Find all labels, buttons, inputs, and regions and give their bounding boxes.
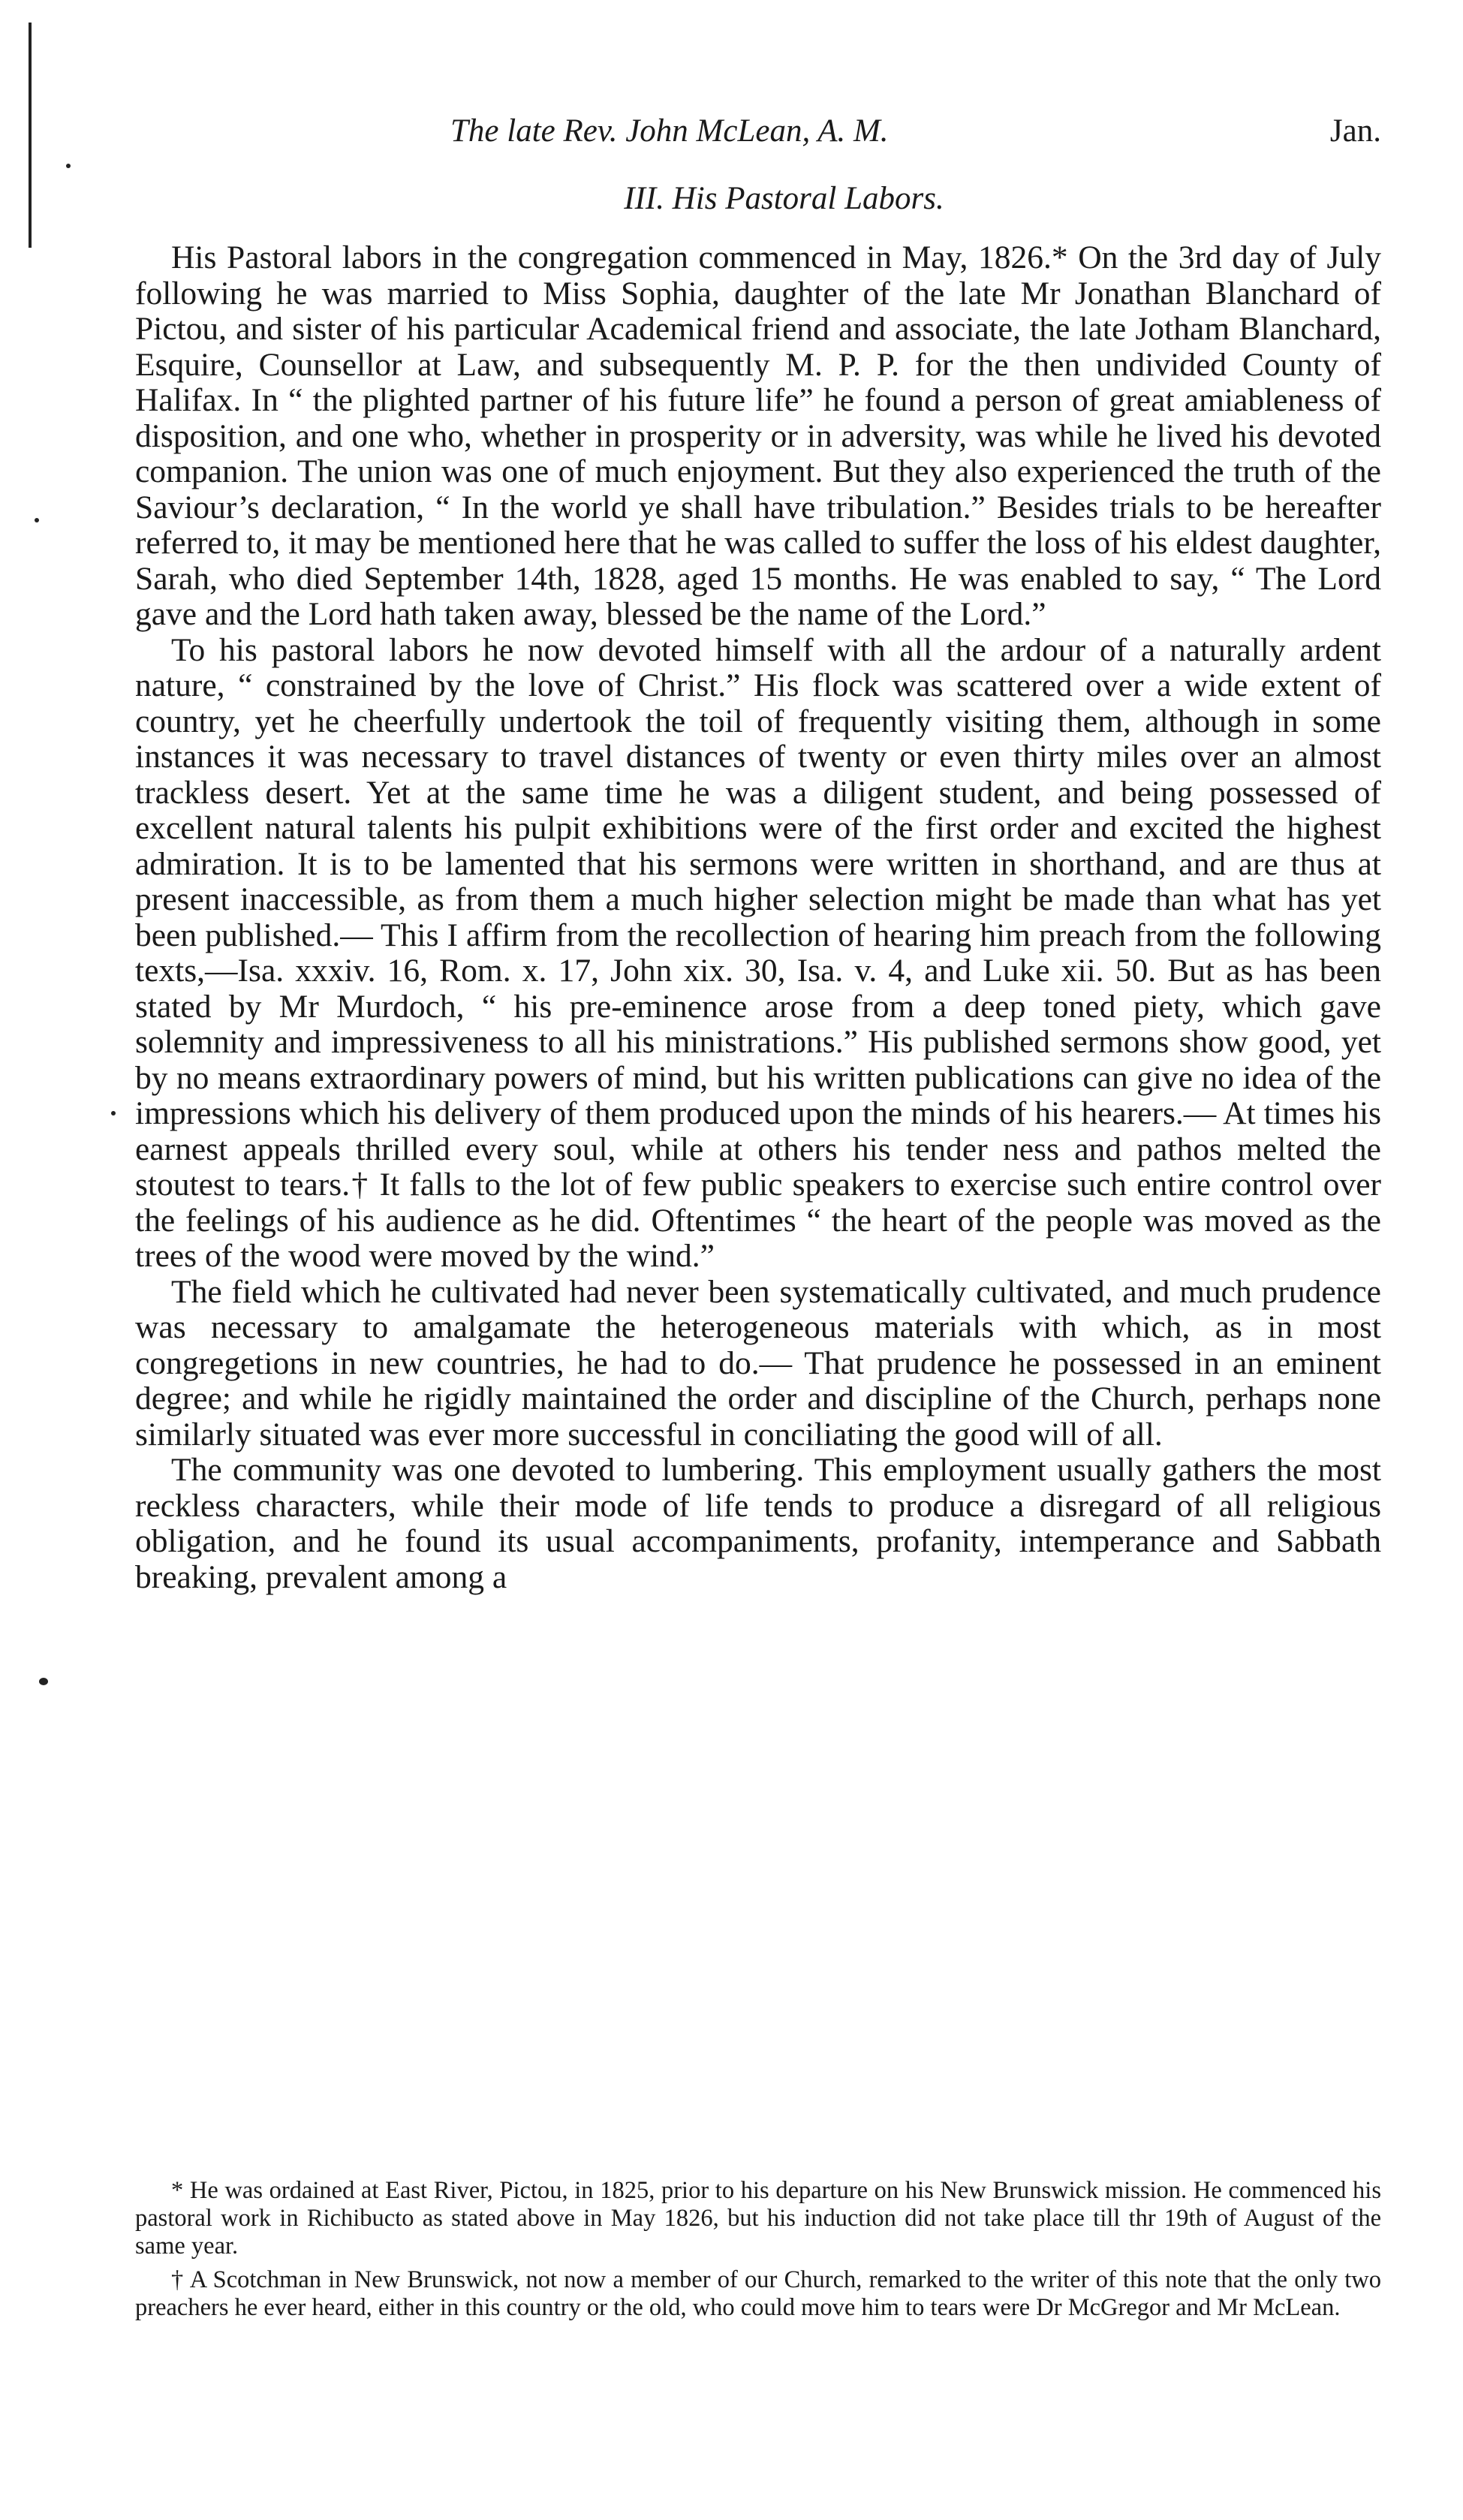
- paragraph: His Pastoral labors in the congregation commenced in May, 1826.* On the 3rd day of July following he was married to Miss Sophia, daughter of the late Mr Jonathan Blanchard of Pictou, and sister of his particular Academical friend and associate, the late Jotham Blanchard, Esquire, Counsellor at Law, and subsequently M. P. P. for the then undivided County of Halifax. In “ the plighted partner of his future life” he found a person of great amiableness of disposition, and one who, whether in prosperity or in adversity, was while he lived his devoted companion. The union was one of much enjoyment. But they also experienced the truth of the Saviour’s declaration, “ In the world ye shall have tribulation.” Besides trials to be hereafter referred to, it may be mentioned here that he was called to suffer the loss of his eldest daughter, Sarah, who died September 14th, 1828, aged 15 months. He was enabled to say, “ The Lord gave and the Lord hath taken away, blessed be the name of the Lord.”: [135, 239, 1381, 632]
- body-text: [135, 240, 1381, 1595]
- running-head-month: Jan.: [1329, 113, 1381, 149]
- footnote: † A Scotchman in New Brunswick, not now a member of our Church, remarked to the writer of this note that the only two preachers he ever heard, either in this country or the old, who could move him to tears were Dr McGregor and Mr McLean.: [135, 2266, 1381, 2321]
- footnotes: [135, 2177, 1381, 2328]
- margin-speck: [35, 518, 39, 522]
- margin-speck: [66, 164, 71, 168]
- margin-speck: [39, 1678, 48, 1685]
- paragraph: To his pastoral labors he now devoted himself with all the ardour of a naturally ardent nature, “ constrained by the love of Christ.” His flock was scattered over a wide extent of country, yet he cheerfully undertook the toil of frequently visiting them, although in some instances it was necessary to travel distances of twenty or even thirty miles over an almost trackless desert. Yet at the same time he was a diligent student, and being possessed of excellent natural talents his pulpit exhibitions were of the first order and excited the highest admiration. It is to be lamented that his sermons were written in shorthand, and are thus at present inaccessible, as from them a much higher selection might be made than what has yet been published.— This I affirm from the recollection of hearing him preach from the following texts,—Isa. xxxiv. 16, Rom. x. 17, John xix. 30, Isa. v. 4, and Luke xii. 50. But as has been stated by Mr Murdoch, “ his pre-eminence arose from a deep toned piety, which gave solemnity and impressiveness to all his ministrations.” His published sermons show good, yet by no means extraordinary powers of mind, but his written publications can give no idea of the impressions which his delivery of them produced upon the minds of his hearers.— At times his earnest appeals thrilled every soul, while at others his tender ness and pathos melted the stoutest to tears.† It falls to the lot of few public speakers to exercise such entire control over the feelings of his audience as he did. Oftentimes “ the heart of the people was moved as the trees of the wood were moved by the wind.”: [135, 631, 1381, 1274]
- margin-speck: [111, 1111, 116, 1115]
- footnote: * He was ordained at East River, Pictou, in 1825, prior to his departure on his New Brunswick mission. He commenced his pastoral work in Richibucto as stated above in May 1826, but his induction did not take place till thr 19th of August of the same year.: [135, 2177, 1381, 2260]
- paragraph: The community was one devoted to lumbering. This employment usually gathers the most reckless characters, while their mode of life tends to produce a disregard of all religious obligation, and he found its usual accompaniments, profanity, intemperance and Sabbath breaking, prevalent among a: [135, 1452, 1381, 1595]
- paragraph: The field which he cultivated had never been systematically cultivated, and much prudence was necessary to amalgamate the heterogeneous materials with which, as in most congregetions in new countries, he had to do.— That prudence he possessed in an eminent degree; and while he rigidly maintained the order and discipline of the Church, perhaps none similarly situated was ever more successful in conciliating the good will of all.: [135, 1273, 1381, 1453]
- running-head: [420, 113, 1381, 158]
- section-heading: III. His Pastoral Labors.: [624, 181, 944, 216]
- running-head-title: The late Rev. John McLean, A. M.: [450, 113, 889, 149]
